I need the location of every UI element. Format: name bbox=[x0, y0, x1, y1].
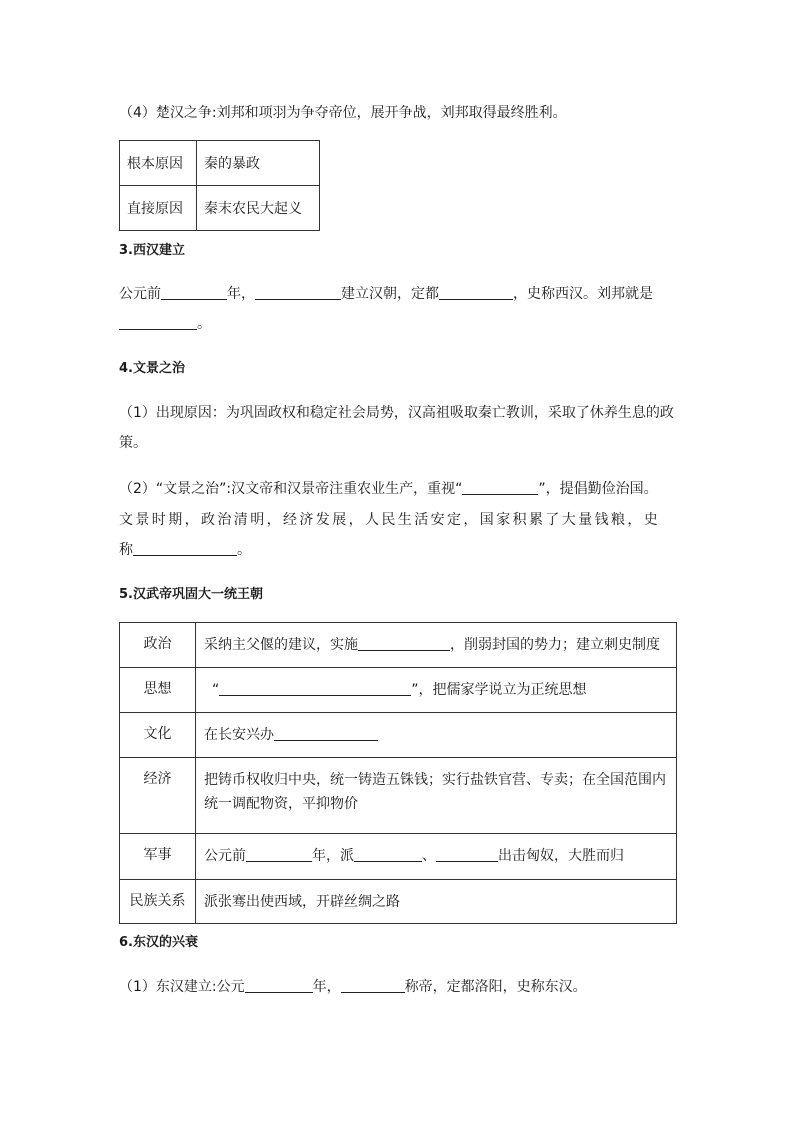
wudi-measures-table bbox=[119, 622, 677, 924]
text: ，史称西汉。刘邦就是 bbox=[513, 286, 653, 302]
table-row bbox=[120, 668, 677, 713]
table-row bbox=[120, 880, 677, 924]
sec4-p2-line-3 bbox=[119, 540, 251, 560]
text: 公元前 bbox=[204, 848, 246, 864]
sec4-p2-line-1 bbox=[119, 479, 658, 499]
table-row bbox=[120, 623, 677, 668]
text: ”，提倡勤俭治国。 bbox=[538, 481, 658, 497]
cause-value: 秦的暴政 bbox=[197, 141, 320, 186]
fill-blank[interactable] bbox=[462, 480, 538, 495]
section-heading-3: 3.西汉建立 bbox=[119, 243, 185, 258]
sec4-p2-line-2: 文景时期，政治清明，经济发展，人民生活安定，国家积累了大量钱粮，史 bbox=[119, 512, 661, 528]
row-label: 民族关系 bbox=[120, 880, 196, 924]
sec3-line-1 bbox=[119, 284, 653, 304]
text: 称帝，定都洛阳，史称东汉。 bbox=[404, 979, 587, 995]
row-label: 文化 bbox=[120, 713, 196, 758]
row-content bbox=[196, 713, 677, 758]
fill-blank[interactable] bbox=[354, 847, 422, 862]
text: 年， bbox=[227, 286, 255, 302]
table-row bbox=[120, 713, 677, 758]
text: 。 bbox=[197, 316, 211, 332]
text: “ bbox=[212, 682, 220, 698]
fill-blank[interactable] bbox=[219, 681, 411, 696]
sec3-line-2 bbox=[119, 314, 211, 334]
cause-label: 直接原因 bbox=[120, 186, 197, 231]
cause-value: 秦末农民大起义 bbox=[197, 186, 320, 231]
sec4-p1-line-2: 策。 bbox=[119, 435, 147, 451]
text: 在长安兴办 bbox=[204, 727, 274, 743]
text: 、 bbox=[422, 848, 436, 864]
row-label: 经济 bbox=[120, 758, 196, 834]
sec4-p1-line-1: （1）出现原因：为巩固政权和稳定社会局势，汉高祖吸取秦亡教训，采取了休养生息的政 bbox=[119, 405, 674, 421]
text: 统一调配物资，平抑物价 bbox=[204, 796, 358, 812]
text: 建立汉朝，定都 bbox=[341, 286, 439, 302]
text: 年， bbox=[312, 979, 341, 995]
table-row bbox=[120, 758, 677, 834]
text: 。 bbox=[237, 542, 251, 558]
row-label: 政治 bbox=[120, 623, 196, 668]
fill-blank[interactable] bbox=[439, 285, 513, 300]
text: （2）“文景之治”:汉文帝和汉景帝注重农业生产，重视“ bbox=[119, 481, 463, 497]
text: ”，把儒家学说立为正统思想 bbox=[411, 682, 587, 698]
section-heading-5: 5.汉武帝巩固大一统王朝 bbox=[119, 587, 263, 602]
causes-table bbox=[119, 140, 320, 231]
table-row bbox=[120, 834, 677, 880]
row-content bbox=[196, 623, 677, 668]
fill-blank[interactable] bbox=[274, 726, 378, 741]
intro-line: （4）楚汉之争:刘邦和项羽为争夺帝位，展开争战，刘邦取得最终胜利。 bbox=[119, 105, 567, 121]
row-label: 思想 bbox=[120, 668, 196, 713]
text: 采纳主父偃的建议，实施 bbox=[204, 637, 358, 653]
cause-label: 根本原因 bbox=[120, 141, 197, 186]
fill-blank[interactable] bbox=[246, 847, 312, 862]
fill-blank[interactable] bbox=[358, 636, 450, 651]
section-heading-6: 6.东汉的兴衰 bbox=[119, 935, 198, 950]
text: ，削弱封国的势力；建立刺史制度 bbox=[450, 637, 660, 653]
fill-blank[interactable] bbox=[161, 285, 227, 300]
row-content: 派张骞出使西域，开辟丝绸之路 bbox=[196, 880, 677, 924]
text: 把铸币权收归中央，统一铸造五铢钱；实行盐铁官营、专卖；在全国范围内 bbox=[204, 772, 666, 788]
row-content bbox=[196, 758, 677, 834]
text: 出击匈奴，大胜而归 bbox=[498, 848, 624, 864]
text: （1）东汉建立:公元 bbox=[119, 979, 245, 995]
table-row bbox=[120, 186, 320, 231]
fill-blank[interactable] bbox=[119, 315, 197, 330]
text: 称 bbox=[119, 542, 133, 558]
text: 年，派 bbox=[312, 848, 354, 864]
row-label: 军事 bbox=[120, 834, 196, 880]
fill-blank[interactable] bbox=[133, 541, 237, 556]
fill-blank[interactable] bbox=[341, 978, 405, 993]
text: 公元前 bbox=[119, 286, 161, 302]
fill-blank[interactable] bbox=[255, 285, 341, 300]
section-heading-4: 4.文景之治 bbox=[119, 361, 185, 376]
sec6-line-1 bbox=[119, 977, 587, 997]
fill-blank[interactable] bbox=[245, 978, 313, 993]
row-content bbox=[196, 834, 677, 880]
row-content bbox=[196, 668, 677, 713]
table-row bbox=[120, 141, 320, 186]
fill-blank[interactable] bbox=[436, 847, 498, 862]
